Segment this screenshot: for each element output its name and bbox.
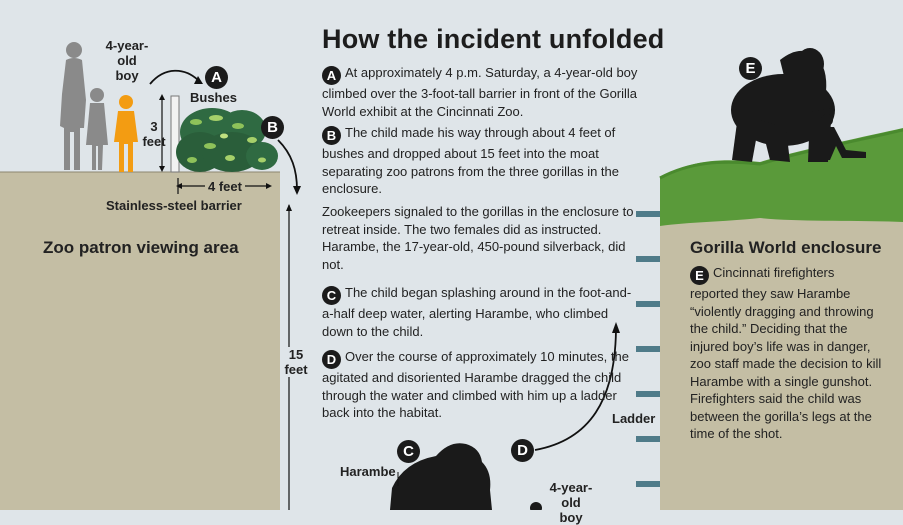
badge-d: D <box>322 350 341 369</box>
step-c-text: The child began splashing around in the foot-and-a-half deep water, alerting Harambe, who climbed down to the child. <box>322 285 632 339</box>
viewing-area-heading: Zoo patron viewing area <box>43 238 239 257</box>
step-e-text: Cincinnati firefighters reported they saw Harambe “violently dragging and throwing the child.” Deciding that the injured boy’s life was in danger, zoo staff made the decision to kill Harambe with a single gunshot. Firefighters said the child was between the gorilla’s legs at the time of the shot. <box>690 265 882 441</box>
harambe-label: Harambe <box>340 464 396 479</box>
bushes-illustration <box>176 108 278 172</box>
zookeepers-paragraph: Zookeepers signaled to the gorillas in the enclosure to retreat inside. The two females did as instructed. Harambe, the 17-year-old, 450-pound silverback, did not. <box>322 204 634 272</box>
step-c-paragraph <box>322 284 640 340</box>
boy-label-top: 4-year-old boy <box>105 38 149 83</box>
three-feet-label: 3 feet <box>142 119 166 149</box>
step-b-paragraph <box>322 124 640 198</box>
step-b-text: The child made his way through about 4 feet of bushes and dropped about 15 feet into the moat separating zoo patrons from the three gorillas in the enclosure. <box>322 125 620 196</box>
four-feet-label: 4 feet <box>205 179 245 194</box>
badge-e: E <box>690 266 709 285</box>
arrow-b-drop <box>278 140 297 190</box>
step-a-text: At approximately 4 p.m. Saturday, a 4-year-old boy climbed over the 3-foot-tall barrier in front of the Gorilla World exhibit at the Cincinnati Zoo. <box>322 65 638 119</box>
badge-c: C <box>322 286 341 305</box>
viewing-area-ground <box>0 172 280 510</box>
bushes-label: Bushes <box>190 90 237 105</box>
step-d-text: Over the course of approximately 10 minutes, the agitated and disoriented Harambe dragged the child through the water and climbed with him up a ladder back into the habitat. <box>322 349 629 420</box>
diagram-badge-d: D <box>511 439 534 462</box>
diagram-badge-a: A <box>205 66 228 89</box>
barrier-post <box>171 96 179 172</box>
ladder-label: Ladder <box>612 411 656 426</box>
diagram-badge-c: C <box>397 440 420 463</box>
boy-figure <box>114 95 138 172</box>
girl-silhouette <box>86 88 108 170</box>
arrow-boy-to-a <box>150 71 198 84</box>
child-silhouette-top <box>820 114 866 160</box>
child-silhouette-bottom <box>530 502 542 510</box>
step-a-paragraph <box>322 64 640 120</box>
badge-b: B <box>322 126 341 145</box>
enclosure-heading: Gorilla World enclosure <box>690 238 882 257</box>
step-e-paragraph <box>690 264 886 443</box>
boy-label-bottom: 4-year-old boy <box>549 480 593 525</box>
page-title: How the incident unfolded <box>322 24 665 54</box>
step-d-paragraph <box>322 348 640 422</box>
badge-a: A <box>322 66 341 85</box>
barrier-label: Stainless-steel barrier <box>106 198 242 213</box>
diagram-badge-b: B <box>261 116 284 139</box>
diagram-badge-e: E <box>739 57 762 80</box>
fifteen-feet-label: 15 feet <box>282 347 310 377</box>
woman-silhouette <box>60 42 86 170</box>
